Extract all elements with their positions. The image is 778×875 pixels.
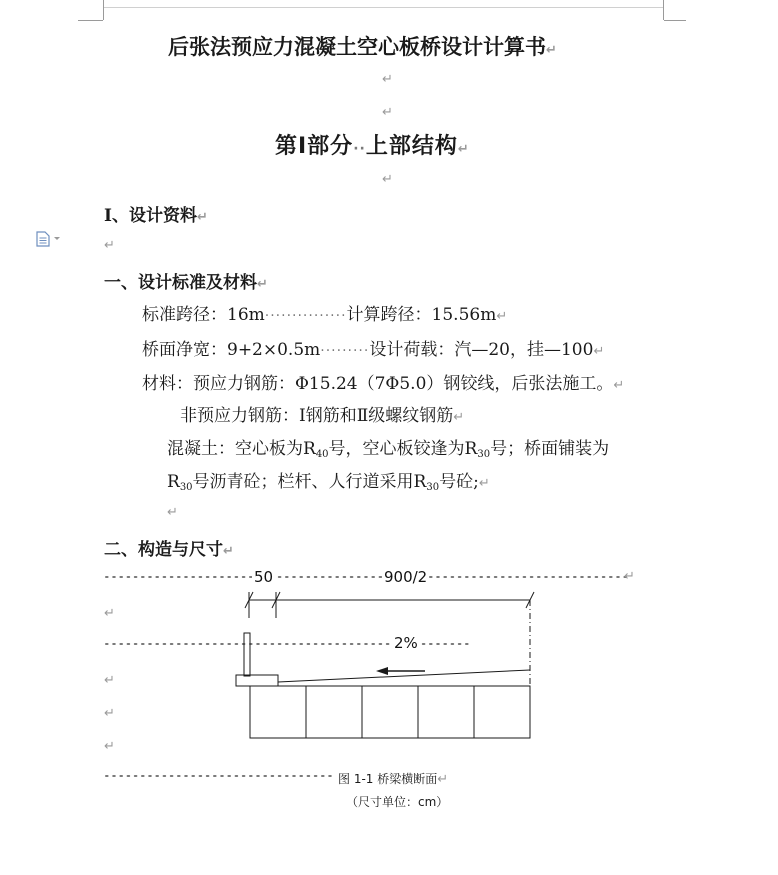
slope-label: 2% <box>394 634 418 652</box>
part-heading-dots: ·· <box>353 141 366 157</box>
spec-calc-span: 计算跨径：15.56m <box>346 305 497 325</box>
deck-width-value: 9+2×0.5m <box>227 340 321 360</box>
concrete-line-1: 混凝土：空心板为$R_{40}$号，空心板铰逢为$R_{30}$号；桥面铺装为 <box>167 439 610 460</box>
empty-paragraph-4: ↵ <box>104 238 115 253</box>
part-heading: 第Ⅰ部分··上部结构↵ <box>275 134 470 159</box>
empty-paragraph-3: ↵ <box>382 172 393 187</box>
empty-paragraph-1: ↵ <box>382 72 393 87</box>
spec-line-span: 标准跨径：16m···············计算跨径：15.56m↵ <box>142 305 508 325</box>
slab-girders-outline <box>250 686 530 738</box>
spec-line-deck: 桥面净宽：9+2×0.5m·········设计荷载：汽—20，挂—100↵ <box>142 340 605 360</box>
empty-paragraph-5: ↵ <box>167 505 178 520</box>
crop-mark-top-left-h <box>78 20 103 21</box>
document-title-text: 后张法预应力混凝土空心板桥设计计算书 <box>168 35 546 59</box>
deck-surface <box>278 670 530 682</box>
document-icon[interactable] <box>36 231 62 251</box>
part-subtitle: 上部结构 <box>365 134 458 159</box>
dim-label-left: 50 <box>254 568 274 586</box>
figure-caption: 图 1-1 桥梁横断面↵ <box>338 772 449 787</box>
non-prestressed-line: 非预应力钢筋：Ⅰ钢筋和Ⅱ级螺纹钢筋↵ <box>180 406 465 426</box>
slope-arrow-head <box>376 667 388 675</box>
parapet <box>244 633 250 676</box>
deck-width-label: 桥面净宽： <box>142 340 227 360</box>
empty-paragraph-6: ↵ <box>104 606 115 621</box>
subsection-heading-2: 二、构造与尺寸↵ <box>104 540 234 560</box>
paragraph-mark: ↵ <box>546 43 557 58</box>
bridge-cross-section-figure <box>0 560 778 790</box>
concrete-line-2: $R_{30}$号沥青砼；栏杆、人行道采用$R_{30}$号砼;↵ <box>167 472 490 493</box>
empty-paragraph-9: ↵ <box>104 739 115 754</box>
crop-mark-top-left <box>103 0 104 20</box>
design-load: 设计荷载：汽—20，挂—100 <box>369 340 594 360</box>
section-heading: Ⅰ、设计资料↵ <box>104 206 208 226</box>
subsection-heading-1: 一、设计标准及材料↵ <box>104 273 268 293</box>
figure-unit-caption: （尺寸单位：cm） <box>346 795 449 809</box>
empty-paragraph-7: ↵ <box>104 673 115 688</box>
dim-label-right: 900/2 <box>384 568 428 586</box>
crop-mark-top-right <box>663 0 664 20</box>
spec-span: 标准跨径：16m <box>142 305 265 325</box>
materials-line: 材料：预应力钢筋：Φ15.24（7Φ5.0）钢铰线，后张法施工。↵ <box>142 374 625 394</box>
empty-paragraph-2: ↵ <box>382 105 393 120</box>
empty-paragraph-8: ↵ <box>104 706 115 721</box>
figure-line-mark-1: ↵ <box>624 569 635 584</box>
deck-dots: ········· <box>320 343 370 359</box>
page-top-line <box>104 7 663 8</box>
sidewalk-curb <box>236 675 278 686</box>
document-title <box>168 31 557 61</box>
crop-mark-top-right-h <box>664 20 686 21</box>
spec-span-dots: ··············· <box>264 308 347 324</box>
part-heading-text: 第Ⅰ部分 <box>275 134 354 159</box>
